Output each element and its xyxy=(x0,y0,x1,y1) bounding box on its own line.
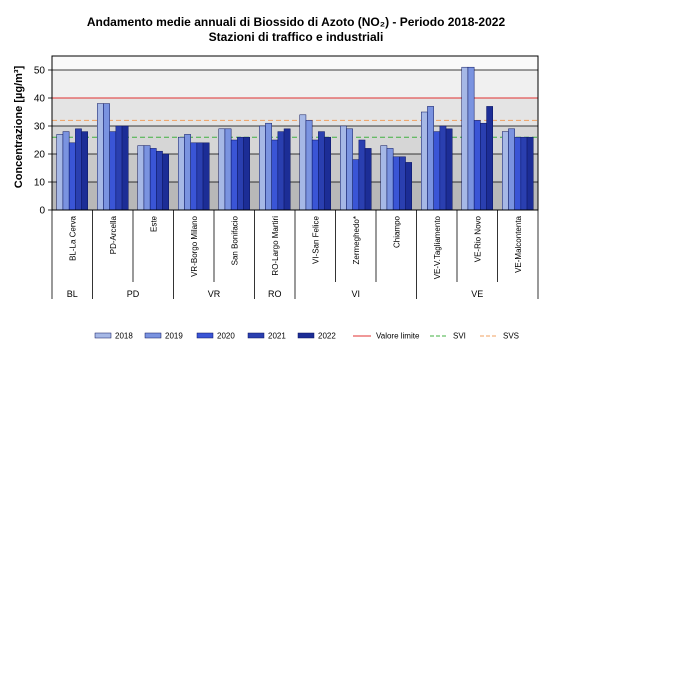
y-tick-labels xyxy=(34,66,46,217)
group-label: VR xyxy=(207,289,221,299)
bar xyxy=(427,106,433,210)
bar xyxy=(259,126,265,210)
bar xyxy=(184,134,190,210)
legend-swatch xyxy=(248,333,264,338)
legend-label: SVI xyxy=(453,331,466,341)
bar xyxy=(480,123,486,210)
bar xyxy=(219,129,225,210)
y-tick-label: 40 xyxy=(33,93,45,105)
bar xyxy=(521,137,527,210)
legend-label: 2019 xyxy=(165,331,183,341)
bar xyxy=(346,129,352,210)
bar xyxy=(203,143,209,210)
bar xyxy=(225,129,231,210)
category-label: PD-Arcella xyxy=(108,216,118,255)
bar xyxy=(284,129,290,210)
legend-swatch xyxy=(145,333,161,338)
bar xyxy=(440,126,446,210)
category-label: BL-La Cerva xyxy=(68,216,78,261)
bar xyxy=(468,67,474,210)
bar xyxy=(75,129,81,210)
bar xyxy=(82,132,88,210)
y-tick-label: 10 xyxy=(33,177,45,189)
y-tick-label: 20 xyxy=(33,149,45,161)
bar xyxy=(312,140,318,210)
bar xyxy=(191,143,197,210)
group-label: VI xyxy=(351,289,361,299)
bar xyxy=(434,132,440,210)
category-label: Este xyxy=(149,216,159,233)
y-axis-label: Concentrazione [µg/m³] xyxy=(13,65,25,189)
group-labels xyxy=(67,289,484,299)
bar xyxy=(197,143,203,210)
bar xyxy=(487,106,493,210)
y-tick-label: 30 xyxy=(33,121,45,133)
group-label: RO xyxy=(268,289,282,299)
bar xyxy=(502,132,508,210)
group-label: VE xyxy=(471,289,484,299)
bar xyxy=(272,140,278,210)
bar xyxy=(138,146,144,210)
bar xyxy=(237,137,243,210)
bar xyxy=(178,137,184,210)
bar xyxy=(325,137,331,210)
y-tick-label: 0 xyxy=(39,205,45,217)
legend-swatch xyxy=(95,333,111,338)
bar xyxy=(508,129,514,210)
bar xyxy=(381,146,387,210)
y-tick-label: 50 xyxy=(33,65,45,77)
legend-label: 2018 xyxy=(115,331,133,341)
group-label: PD xyxy=(126,289,140,299)
category-label: VR-Borgo Milano xyxy=(189,216,199,277)
chart-subtitle: Stazioni di traffico e industriali xyxy=(208,30,384,44)
category-label: VI-San Felice xyxy=(311,216,321,265)
category-label: VE-Malcontenta xyxy=(513,216,523,273)
bar xyxy=(393,157,399,210)
bar xyxy=(278,132,284,210)
bar xyxy=(421,112,427,210)
bar xyxy=(406,162,412,210)
legend-swatch xyxy=(298,333,314,338)
bar xyxy=(474,120,480,210)
bar xyxy=(300,115,306,210)
legend-label: Valore limite xyxy=(376,331,420,341)
bar xyxy=(353,160,359,210)
category-label: Zermeghedo* xyxy=(351,216,361,265)
legend xyxy=(95,332,519,341)
bar xyxy=(144,146,150,210)
category-label: San Bonifacio xyxy=(230,216,240,266)
bar xyxy=(306,120,312,210)
bar xyxy=(69,143,75,210)
bar xyxy=(446,129,452,210)
bar xyxy=(116,126,122,210)
category-label: Chiampo xyxy=(392,216,402,249)
bar xyxy=(150,148,156,210)
bar xyxy=(97,104,103,210)
bar xyxy=(387,148,393,210)
bar xyxy=(515,137,521,210)
bar xyxy=(527,137,533,210)
legend-label: 2020 xyxy=(217,331,235,341)
bar xyxy=(122,126,128,210)
bar xyxy=(265,123,271,210)
bar xyxy=(462,67,468,210)
category-label: RO-Largo Martiri xyxy=(270,216,280,276)
bar xyxy=(318,132,324,210)
bar xyxy=(365,148,371,210)
bar xyxy=(57,134,63,210)
bar xyxy=(231,140,237,210)
group-label: BL xyxy=(66,289,78,299)
chart-title: Andamento medie annuali di Biossido di Azoto (NO₂) - Periodo 2018-2022 xyxy=(86,15,506,29)
bar xyxy=(156,151,162,210)
category-labels xyxy=(68,215,523,279)
bar xyxy=(163,154,169,210)
legend-label: 2021 xyxy=(268,331,286,341)
bar xyxy=(359,140,365,210)
category-label: VE-V.Tagliamento xyxy=(432,216,442,280)
bar xyxy=(399,157,405,210)
bar xyxy=(340,126,346,210)
legend-label: 2022 xyxy=(318,331,336,341)
bar xyxy=(63,132,69,210)
category-label: VE-Rio Novo xyxy=(473,216,483,263)
bar xyxy=(110,132,116,210)
legend-label: SVS xyxy=(503,331,520,341)
bar xyxy=(103,104,109,210)
bar xyxy=(244,137,250,210)
legend-swatch xyxy=(197,333,213,338)
